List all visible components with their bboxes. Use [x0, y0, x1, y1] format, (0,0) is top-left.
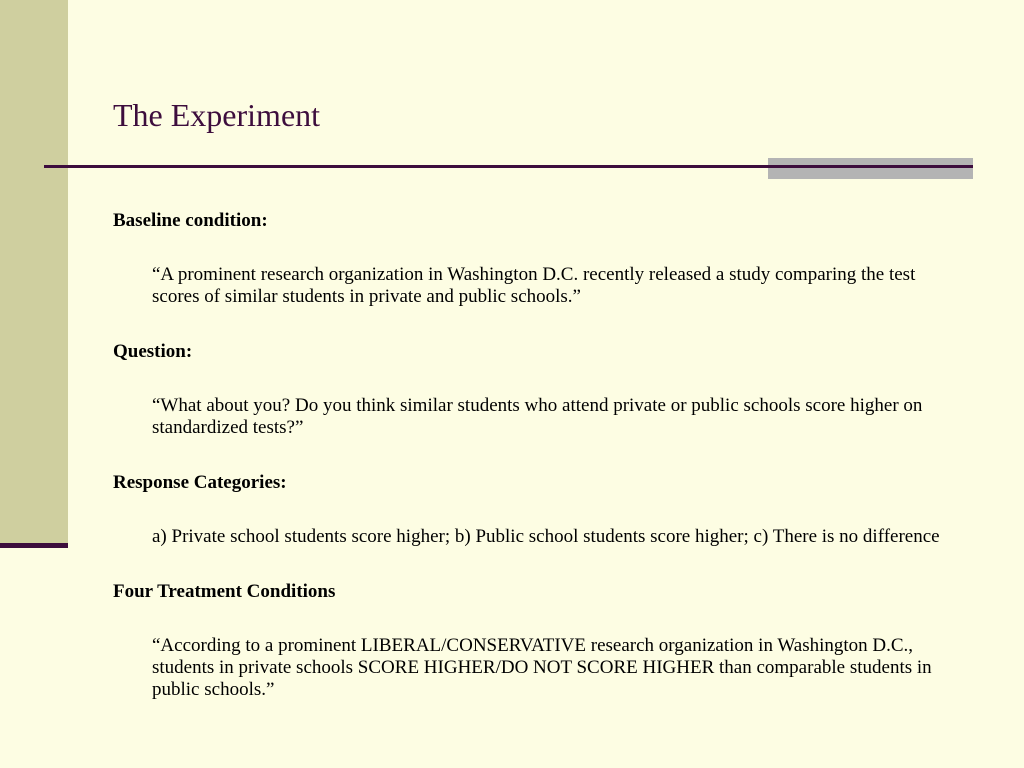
- section-heading-baseline: Baseline condition:: [113, 210, 268, 231]
- section-text-question: “What about you? Do you think similar students who attend private or public schools score higher on standardized tests?”: [152, 395, 923, 438]
- left-sidebar-bar: [0, 0, 68, 545]
- slide-body: [113, 209, 963, 733]
- section-text-baseline: “A prominent research organization in Washington D.C. recently released a study comparing the test scores of similar students in private and public schools.”: [152, 264, 916, 307]
- section-text-response-categories: a) Private school students score higher; b) Public school students score higher; c) There is no difference: [152, 526, 940, 547]
- section-heading-question: Question:: [113, 341, 193, 362]
- left-accent-line: [0, 543, 68, 548]
- section-text-treatment-conditions: “According to a prominent LIBERAL/CONSERVATIVE research organization in Washington D.C., students in private schools SCORE HIGHER/DO NOT SCORE HIGHER than comparable students in public schools.”: [152, 635, 932, 700]
- title-rule-block: [768, 158, 973, 179]
- section-heading-response-categories: Response Categories:: [113, 472, 287, 493]
- title-rule: [44, 165, 973, 168]
- section-heading-treatment-conditions: Four Treatment Conditions: [113, 581, 336, 602]
- slide-title: The Experiment: [113, 97, 321, 133]
